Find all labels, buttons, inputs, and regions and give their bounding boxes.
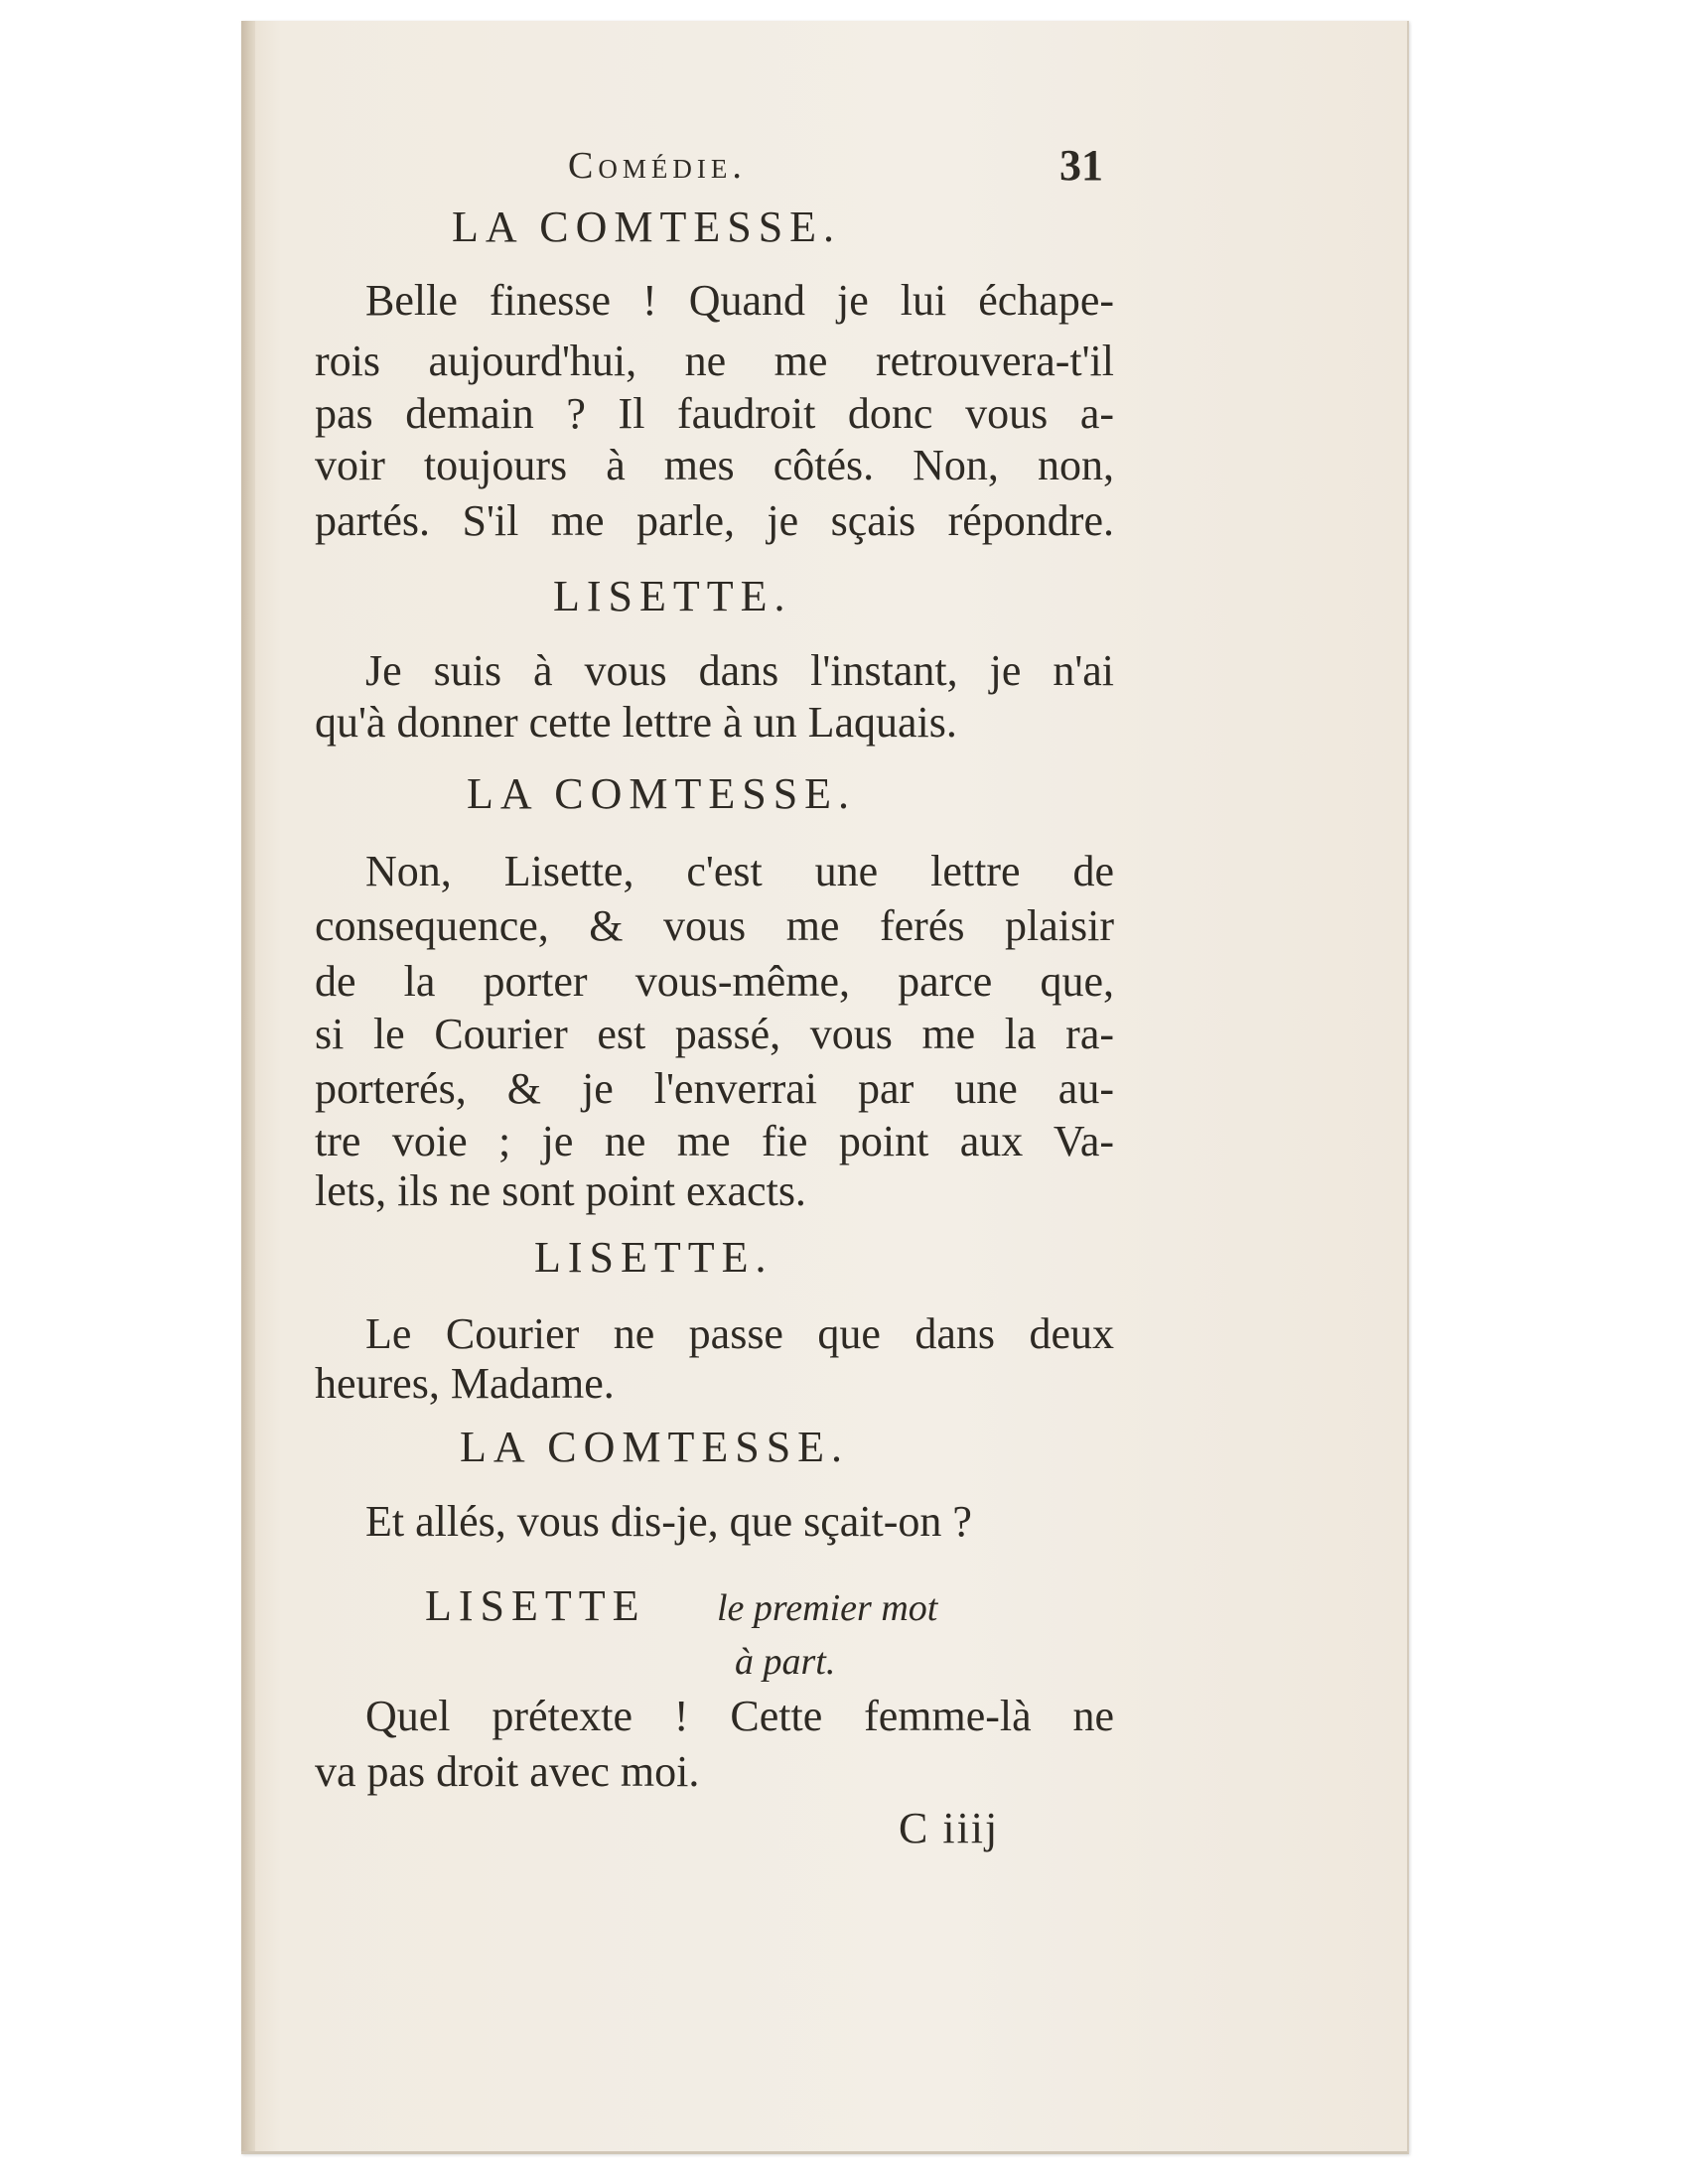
speaker-heading: LA COMTESSE.: [467, 769, 857, 818]
speaker-heading: LA COMTESSE.: [460, 1423, 850, 1471]
speaker-heading: LISETTE.: [534, 1233, 774, 1282]
text-line: Je suis à vous dans l'instant, je n'ai: [365, 646, 1114, 695]
text-line: si le Courier est passé, vous me la ra-: [315, 1010, 1114, 1058]
speaker-heading: LISETTE.: [553, 572, 792, 620]
text-line: de la porter vous-même, parce que,: [315, 957, 1114, 1006]
speaker-heading: LISETTE: [425, 1581, 646, 1630]
signature-mark: C iiij: [899, 1804, 1000, 1852]
text-line: voir toujours à mes côtés. Non, non,: [315, 441, 1114, 489]
text-line: Belle finesse ! Quand je lui échape-: [365, 276, 1114, 325]
stage-direction: à part.: [735, 1641, 836, 1683]
text-line: Non, Lisette, c'est une lettre de: [365, 847, 1114, 895]
text-line: qu'à donner cette lettre à un Laquais.: [315, 698, 957, 747]
stage-direction: le premier mot: [717, 1587, 938, 1629]
text-line: partés. S'il me parle, je sçais répondre.: [315, 496, 1114, 545]
page-gutter: [241, 21, 255, 2151]
page-number: 31: [1059, 141, 1103, 190]
text-line: consequence, & vous me ferés plaisir: [315, 901, 1114, 950]
text-line: lets, ils ne sont point exacts.: [315, 1166, 806, 1215]
text-line: rois aujourd'hui, ne me retrouvera-t'il: [315, 337, 1114, 385]
text-line: Le Courier ne passe que dans deux: [365, 1309, 1114, 1358]
speaker-heading: LA COMTESSE.: [452, 203, 842, 251]
text-line: porterés, & je l'enverrai par une au-: [315, 1064, 1114, 1113]
text-line: tre voie ; je ne me fie point aux Va-: [315, 1117, 1114, 1165]
text-line: pas demain ? Il faudroit donc vous a-: [315, 389, 1114, 438]
running-head: Comédie.: [568, 145, 747, 187]
text-line: heures, Madame.: [315, 1359, 615, 1408]
text-line: Quel prétexte ! Cette femme-là ne: [365, 1692, 1114, 1740]
text-line: Et allés, vous dis-je, que sçait-on ?: [365, 1497, 972, 1546]
text-line: va pas droit avec moi.: [315, 1747, 700, 1796]
